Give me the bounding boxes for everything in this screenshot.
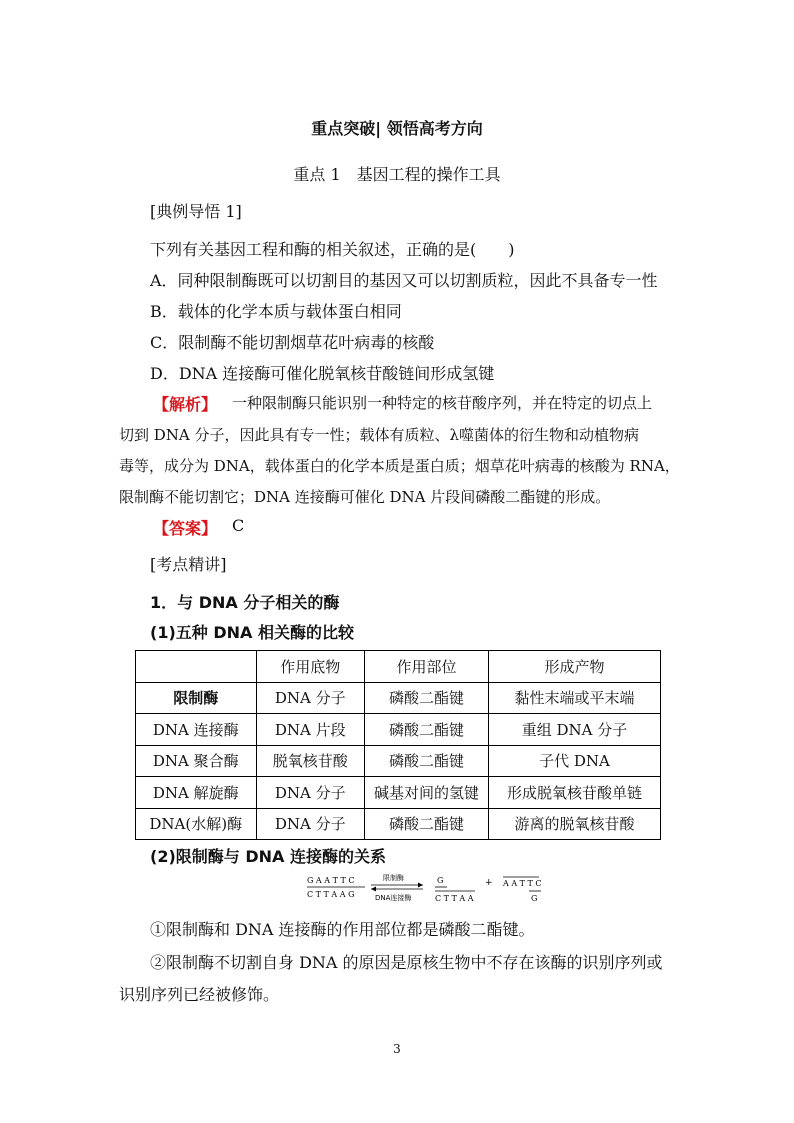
- table-cell: DNA 分子: [256, 682, 364, 714]
- diagram-right-bottom: G: [531, 894, 538, 903]
- analysis-label: 【解析】: [153, 395, 218, 414]
- focus-title: 重点 1 基因工程的操作工具: [293, 165, 501, 184]
- analysis-line-3: 毒等，成分为 DNA，载体蛋白的化学本质是蛋白质；烟草花叶病毒的核酸为 RNA，: [119, 457, 680, 475]
- table-row: [136, 682, 661, 714]
- table-row-head: DNA 解旋酶: [136, 777, 257, 809]
- lecture-tag: [考点精讲]: [150, 555, 227, 574]
- point-2: ②限制酶不切割自身 DNA 的原因是原核生物中不存在该酶的识别序列或: [150, 953, 663, 972]
- diagram-plus: +: [485, 878, 493, 888]
- diagram-left-top: G A A T T C: [307, 876, 355, 885]
- table-row-head: DNA 聚合酶: [136, 745, 257, 777]
- table-row: [136, 777, 661, 809]
- table-row: [136, 714, 661, 746]
- table-cell: 重组 DNA 分子: [489, 714, 661, 746]
- diagram-right-top: A A T T C: [503, 879, 542, 888]
- table-header-cell: [136, 651, 257, 683]
- diagram-arrow-top-label: 限制酶: [383, 874, 404, 882]
- table-cell: 黏性末端或平末端: [489, 682, 661, 714]
- option-a: A．同种限制酶既可以切割目的基因又可以切割质粒，因此不具备专一性: [150, 271, 658, 290]
- option-c: C．限制酶不能切割烟草花叶病毒的核酸: [150, 333, 435, 352]
- answer-value: C: [232, 516, 245, 535]
- table-row: [136, 745, 661, 777]
- section-title: 重点突破| 领悟高考方向: [311, 119, 483, 138]
- reverse-arrow-head: [371, 887, 376, 892]
- point-2-continued: 识别序列已经被修饰。: [119, 985, 280, 1004]
- table-row: [136, 808, 661, 840]
- table-cell: 磷酸二酯键: [364, 808, 488, 840]
- table-cell: 子代 DNA: [489, 745, 661, 777]
- question-text: 下列有关基因工程和酶的相关叙述，正确的是( ): [150, 240, 515, 259]
- table-cell: 脱氧核苷酸: [256, 745, 364, 777]
- lecture-heading: 1．与 DNA 分子相关的酶: [150, 593, 340, 612]
- table-cell: 磷酸二酯键: [364, 745, 488, 777]
- table-cell: 碱基对间的氢键: [364, 777, 488, 809]
- table-cell: 游离的脱氧核苷酸: [489, 808, 661, 840]
- table-cell: DNA 分子: [256, 808, 364, 840]
- table-caption: (1)五种 DNA 相关酶的比较: [150, 623, 354, 642]
- diagram-mid-top: G: [437, 876, 444, 885]
- relation-caption: (2)限制酶与 DNA 连接酶的关系: [150, 847, 386, 866]
- option-b: B．载体的化学本质与载体蛋白相同: [150, 302, 402, 321]
- table-header-cell: 作用部位: [364, 651, 488, 683]
- enzyme-comparison-table: [135, 650, 661, 840]
- table-cell: 磷酸二酯键: [364, 682, 488, 714]
- cut-ligate-diagram: [305, 872, 545, 906]
- example-tag: [典例导悟 1]: [150, 202, 242, 221]
- diagram-arrow-bottom-label: DNA连接酶: [375, 894, 412, 902]
- analysis-line-4: 限制酶不能切割它；DNA 连接酶可催化 DNA 片段间磷酸二酯键的形成。: [119, 488, 611, 506]
- option-d: D．DNA 连接酶可催化脱氧核苷酸链间形成氢键: [150, 364, 495, 383]
- table-cell: 磷酸二酯键: [364, 714, 488, 746]
- diagram-mid-bottom: C T T A A: [435, 894, 474, 903]
- point-1: ①限制酶和 DNA 连接酶的作用部位都是磷酸二酯键。: [150, 920, 535, 939]
- diagram-left-bottom: C T T A A G: [307, 890, 355, 899]
- table-cell: DNA 片段: [256, 714, 364, 746]
- table-cell: 形成脱氧核苷酸单链: [489, 777, 661, 809]
- table-header-cell: 形成产物: [489, 651, 661, 683]
- table-row-head: DNA 连接酶: [136, 714, 257, 746]
- analysis-line-1: 一种限制酶只能识别一种特定的核苷酸序列，并在特定的切点上: [232, 394, 653, 412]
- table-row-head: 限制酶: [136, 682, 257, 714]
- answer-label: 【答案】: [153, 519, 218, 538]
- table-header-cell: 作用底物: [256, 651, 364, 683]
- forward-arrow-head: [418, 883, 423, 888]
- table-header-row: [136, 651, 661, 683]
- table-row-head: DNA(水解)酶: [136, 808, 257, 840]
- analysis-line-2: 切到 DNA 分子，因此具有专一性；载体有质粒、λ噬菌体的衍生物和动植物病: [119, 426, 640, 444]
- table-cell: DNA 分子: [256, 777, 364, 809]
- page-number: 3: [393, 1042, 401, 1056]
